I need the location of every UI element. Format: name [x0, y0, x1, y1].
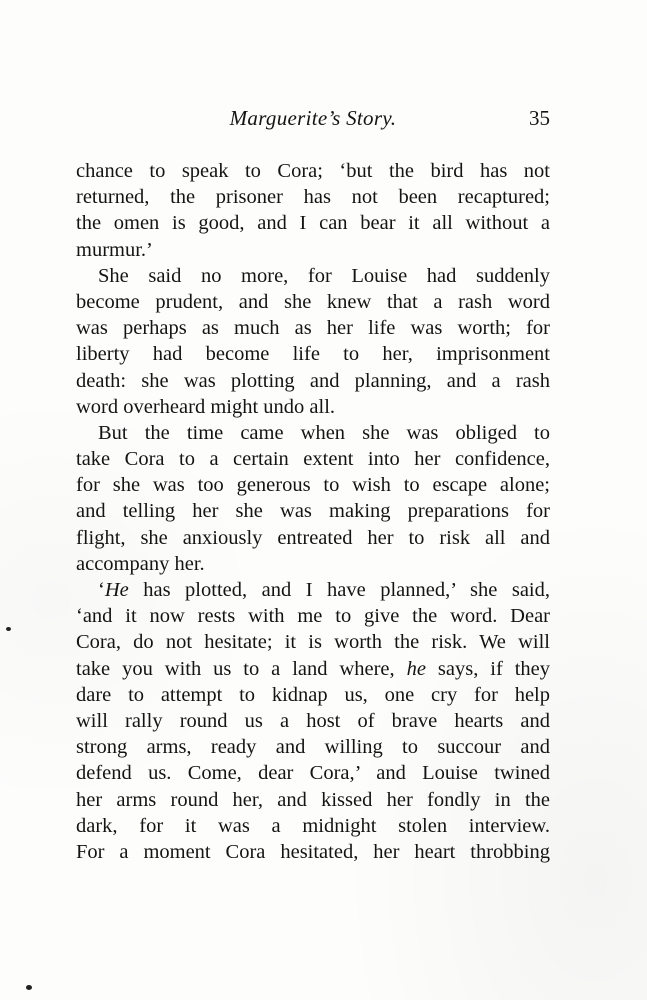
text-line: defend us. Come, dear Cora,’ and Louise twined [76, 762, 550, 785]
running-title: Marguerite’s Story. [229, 106, 397, 130]
text-line: take Cora to a certain extent into her confidence, [76, 448, 550, 471]
text-segment: has plotted, and I have planned,’ she said, [128, 579, 550, 601]
text-line: death: she was plotting and planning, and a rash [76, 369, 550, 392]
text-line: For a moment Cora hesitated, her heart throbbing [76, 840, 550, 863]
text-line: flight, she anxiously entreated her to risk all and [76, 526, 550, 549]
text-line: dare to attempt to kidnap us, one cry for help [76, 683, 550, 706]
text-line: But the time came when she was obliged to [98, 421, 550, 444]
text-line: murmur.’ [76, 238, 153, 261]
text-line: word overheard might undo all. [76, 395, 336, 418]
text-segment: take you with us to a land where, [76, 657, 407, 680]
text-line: liberty had become life to her, imprisonment [76, 343, 550, 366]
text-line: ‘and it now rests with me to give the word. Dear [76, 605, 550, 628]
text-line: and telling her she was making preparations for [76, 500, 550, 523]
text-line: chance to speak to Cora; ‘but the bird has not [76, 160, 550, 182]
text-line: the omen is good, and I can bear it all without a [76, 212, 550, 235]
text-line: She said no more, for Louise had suddenly [98, 264, 550, 287]
paper-speck [26, 985, 32, 990]
body-text [76, 158, 550, 865]
text-segment: ‘ [98, 579, 105, 601]
text-line: for she was too generous to wish to escape alone; [76, 474, 550, 497]
emphasis: He [104, 579, 129, 601]
text-line: strong arms, ready and willing to succour and [76, 736, 550, 759]
running-head [76, 106, 550, 136]
text-line: become prudent, and she knew that a rash word [76, 290, 550, 313]
text-line: accompany her. [76, 552, 205, 575]
text-line: Cora, do not hesitate; it is worth the risk. We will [76, 631, 550, 654]
emphasis: he [406, 657, 426, 680]
text-line [76, 577, 550, 603]
paper-speck [6, 627, 11, 631]
text-line: will rally round us a host of brave hearts and [76, 709, 550, 732]
page-number: 35 [529, 106, 550, 130]
text-line [76, 656, 550, 682]
text-line: her arms round her, and kissed her fondly in the [76, 788, 550, 811]
text-line: was perhaps as much as her life was worth; for [76, 317, 550, 340]
text-segment: says, if they [425, 657, 551, 680]
text-line: returned, the prisoner has not been recaptured; [76, 186, 550, 209]
text-line: dark, for it was a midnight stolen interview. [76, 814, 550, 837]
